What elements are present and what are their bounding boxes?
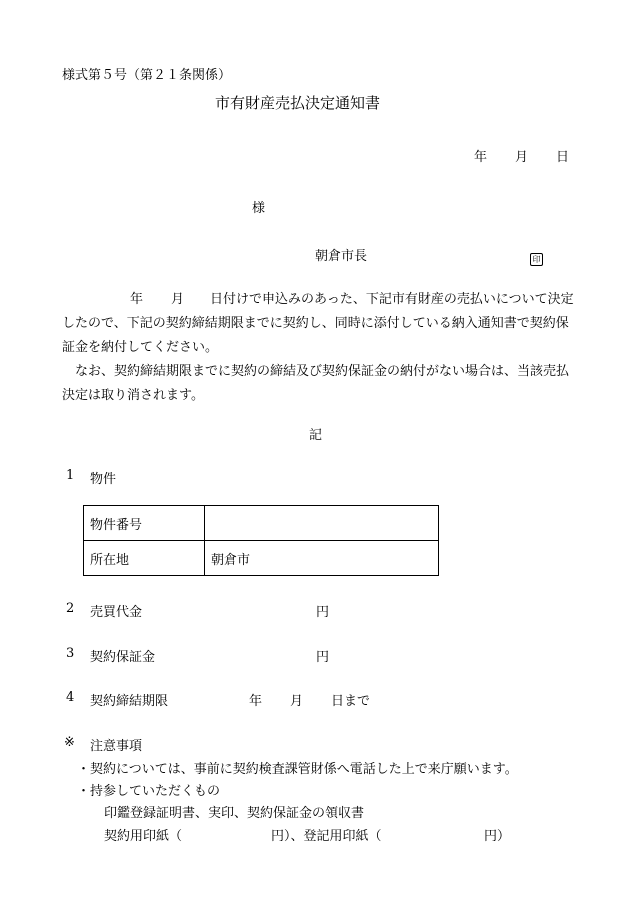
item-1-label: 物件 [90, 472, 117, 487]
table-row [84, 506, 439, 541]
item-3-unit: 円 [316, 650, 330, 665]
note-2b-part1: 契約用印紙（ [104, 829, 183, 844]
item-2-label: 売買代金 [90, 605, 143, 620]
note-2b-part3: 円） [484, 829, 511, 844]
note-2a: 印鑑登録証明書、実印、契約保証金の領収書 [104, 806, 365, 821]
item-4-number: 4 [66, 690, 75, 705]
item-3-number: 3 [66, 646, 75, 661]
item-4-year: 年 [249, 694, 263, 709]
table-key: 物件番号 [84, 506, 205, 541]
body-paragraph-2: なお、契約締結期限までに契約の締結及び契約保証金の納付がない場合は、当該売払決定は取り消されます。 [62, 364, 570, 403]
table-value [205, 506, 439, 541]
body-paragraph-1: 年 月 日付けで申込みのあった、下記市有財産の売払いについて決定したので、下記の契約締結期限までに契約し、同時に添付している納入通知書で契約保証金を納付してください。 [62, 292, 574, 355]
note-1: ・契約については、事前に契約検査課管財係へ電話した上で来庁願います。 [77, 762, 518, 777]
date-month: 月 [515, 150, 529, 165]
note-2: ・持参していただくもの [77, 784, 221, 799]
table-key: 所在地 [84, 541, 205, 576]
sender-name: 朝倉市長 [315, 249, 368, 264]
date-year: 年 [474, 150, 488, 165]
notes-heading: 注意事項 [90, 739, 143, 754]
item-4-label: 契約締結期限 [90, 694, 169, 709]
date-day: 日 [556, 150, 570, 165]
table-row [84, 541, 439, 576]
notes-mark: ※ [64, 735, 75, 750]
table-value: 朝倉市 [205, 541, 439, 576]
item-2-unit: 円 [316, 605, 330, 620]
item-4-month: 月 [290, 694, 304, 709]
note-2b-part2: 円）、登記用印紙（ [271, 829, 382, 844]
ki-heading: 記 [309, 428, 323, 443]
form-id: 様式第５号（第２１条関係） [62, 68, 232, 83]
body-text [62, 288, 574, 408]
seal-mark: 印 [530, 247, 543, 266]
document-title: 市有財産売払決定通知書 [215, 94, 381, 112]
item-2-number: 2 [66, 601, 75, 616]
item-3-label: 契約保証金 [90, 650, 156, 665]
property-table [83, 505, 439, 576]
item-1-number: 1 [66, 468, 75, 483]
item-4-day: 日まで [331, 694, 371, 709]
addressee-suffix: 様 [252, 201, 266, 216]
